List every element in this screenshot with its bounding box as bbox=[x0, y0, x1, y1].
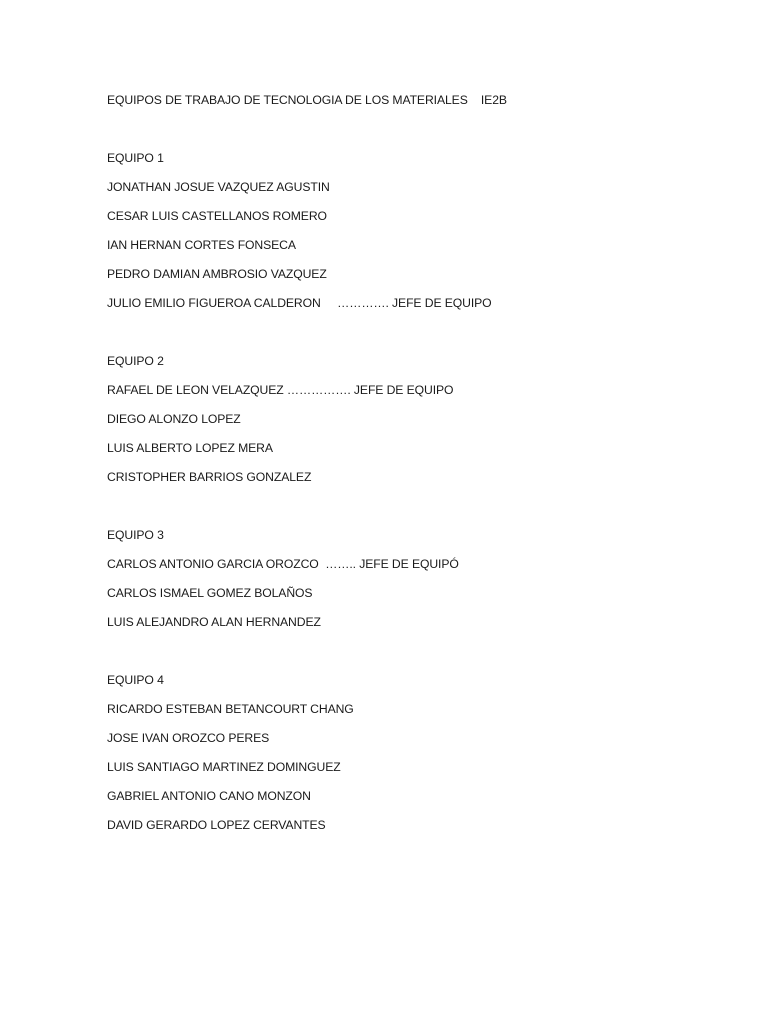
team-member-leader: CARLOS ANTONIO GARCIA OROZCO …….. JEFE DE EQUIPÓ bbox=[107, 557, 459, 571]
team-member-leader: JULIO EMILIO FIGUEROA CALDERON …………. JEFE DE EQUIPO bbox=[107, 296, 492, 310]
document-title-line bbox=[107, 91, 707, 109]
team-member: JOSE IVAN OROZCO PERES bbox=[107, 731, 270, 745]
team-member-leader: RAFAEL DE LEON VELAZQUEZ ……………. JEFE DE EQUIPO bbox=[107, 383, 454, 397]
team-member: CARLOS ISMAEL GOMEZ BOLAÑOS bbox=[107, 586, 313, 600]
group-code: IE2B bbox=[480, 93, 507, 107]
team-member: LUIS SANTIAGO MARTINEZ DOMINGUEZ bbox=[107, 760, 341, 774]
team-member: LUIS ALBERTO LOPEZ MERA bbox=[107, 441, 273, 455]
team-member: JONATHAN JOSUE VAZQUEZ AGUSTIN bbox=[107, 180, 330, 194]
team-heading: EQUIPO 1 bbox=[107, 151, 164, 165]
team-member: LUIS ALEJANDRO ALAN HERNANDEZ bbox=[107, 615, 321, 629]
team-member: DAVID GERARDO LOPEZ CERVANTES bbox=[107, 818, 326, 832]
team-member: RICARDO ESTEBAN BETANCOURT CHANG bbox=[107, 702, 354, 716]
document-body bbox=[107, 91, 707, 874]
team-member: CRISTOPHER BARRIOS GONZALEZ bbox=[107, 470, 312, 484]
team-1 bbox=[107, 149, 707, 312]
team-member: PEDRO DAMIAN AMBROSIO VAZQUEZ bbox=[107, 267, 327, 281]
team-2 bbox=[107, 352, 707, 486]
team-member: IAN HERNAN CORTES FONSECA bbox=[107, 238, 296, 252]
team-member: DIEGO ALONZO LOPEZ bbox=[107, 412, 241, 426]
team-member: GABRIEL ANTONIO CANO MONZON bbox=[107, 789, 311, 803]
team-heading: EQUIPO 4 bbox=[107, 673, 164, 687]
document-title: EQUIPOS DE TRABAJO DE TECNOLOGIA DE LOS MATERIALES bbox=[107, 93, 468, 107]
team-4 bbox=[107, 671, 707, 834]
team-member: CESAR LUIS CASTELLANOS ROMERO bbox=[107, 209, 327, 223]
team-3 bbox=[107, 526, 707, 631]
team-heading: EQUIPO 3 bbox=[107, 528, 164, 542]
team-heading: EQUIPO 2 bbox=[107, 354, 164, 368]
